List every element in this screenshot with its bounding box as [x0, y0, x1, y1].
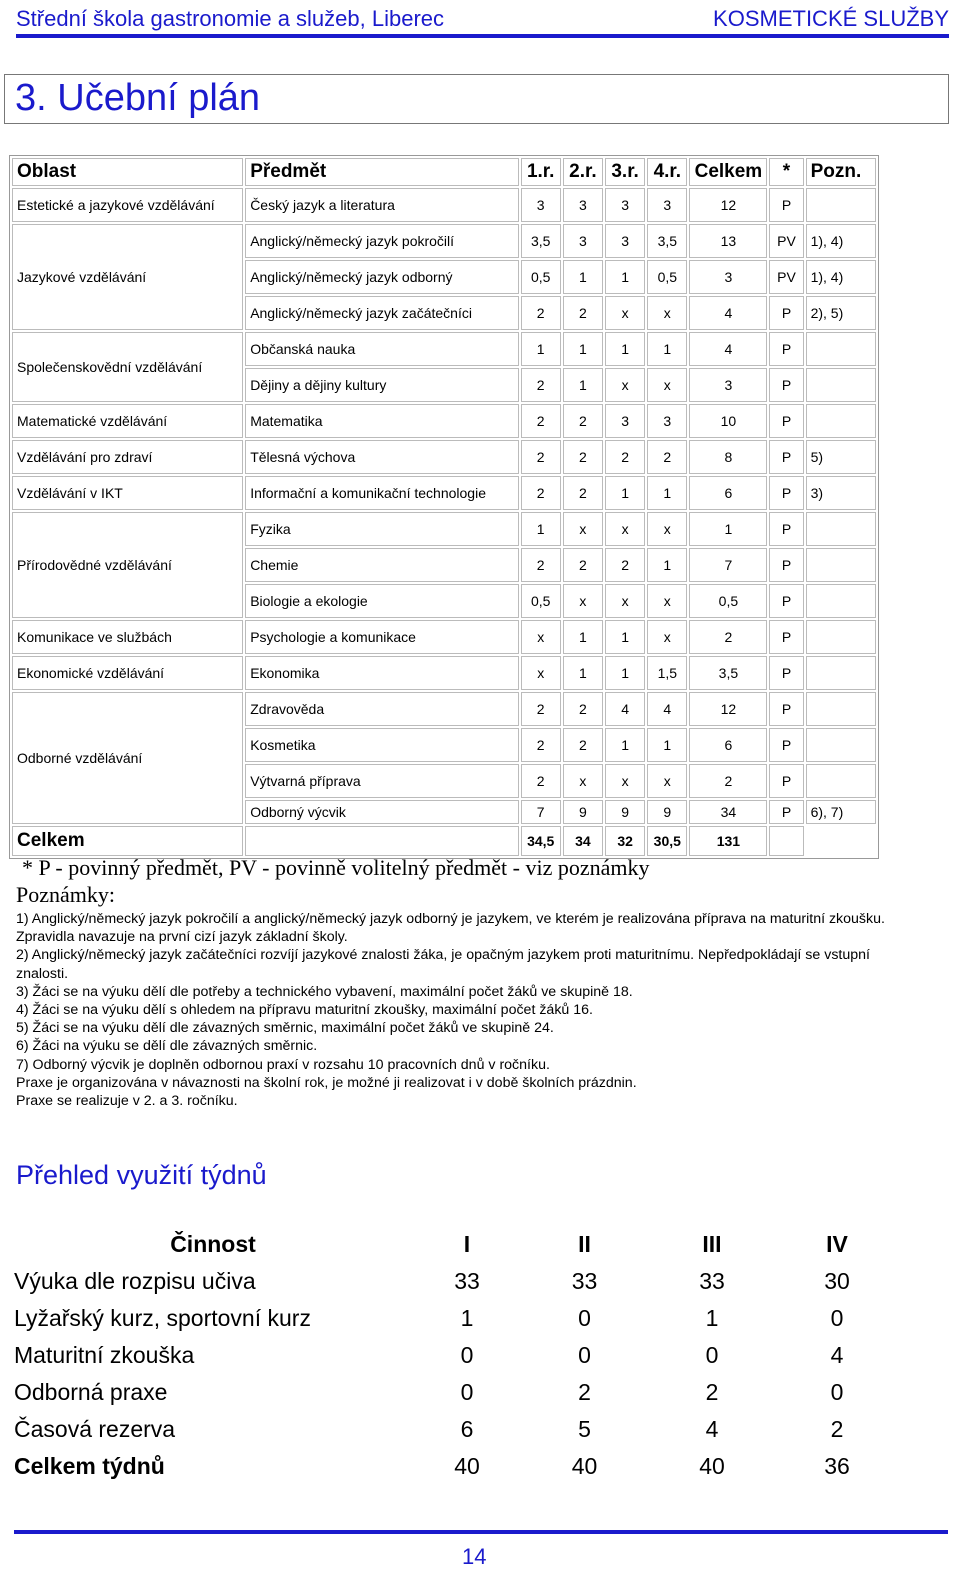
weeks-cell: 30: [824, 1268, 850, 1294]
oblast-cell: Komunikace ve službách: [12, 620, 243, 654]
weeks-row-label: Odborná praxe: [14, 1379, 168, 1405]
col-header-celkem: Celkem: [689, 158, 767, 186]
r4-cell: x: [647, 512, 687, 546]
type-cell: P: [769, 440, 803, 474]
r1-cell: 2: [521, 548, 561, 582]
table-row: [12, 476, 876, 510]
weeks-row-label: Časová rezerva: [14, 1416, 176, 1442]
r3-cell: 4: [605, 692, 645, 726]
r2-cell: x: [563, 584, 603, 618]
weeks-row: [14, 1411, 897, 1448]
oblast-cell: Jazykové vzdělávání: [12, 224, 243, 330]
curriculum-table: [9, 155, 879, 859]
weeks-cell: 2: [830, 1416, 844, 1442]
r4-cell: 1: [647, 332, 687, 366]
r1-cell: 7: [521, 800, 561, 824]
table-row: [12, 224, 876, 258]
note-item: 6) Žáci na výuku se dělí dle závazných směrnic.: [16, 1038, 318, 1055]
r3-cell: 2: [605, 548, 645, 582]
r3-cell: x: [605, 296, 645, 330]
r2-cell: 1: [563, 368, 603, 402]
r4-cell: x: [647, 368, 687, 402]
type-cell: PV: [769, 224, 803, 258]
note-item: 4) Žáci se na výuku dělí s ohledem na přípravu maturitní zkoušky, maximální počet žáků 16.: [16, 1002, 593, 1019]
weeks-section-title: Přehled využití týdnů: [16, 1160, 267, 1190]
r2-cell: 2: [563, 440, 603, 474]
r4-cell: 3: [647, 188, 687, 222]
pozn-cell: [806, 584, 876, 618]
celkem-cell: 6: [689, 728, 767, 762]
weeks-row-label: Maturitní zkouška: [14, 1342, 195, 1368]
oblast-cell: Matematické vzdělávání: [12, 404, 243, 438]
pozn-cell: [806, 764, 876, 798]
predmet-cell: Tělesná výchova: [245, 440, 518, 474]
celkem-cell: 12: [689, 692, 767, 726]
notes-list: [16, 910, 916, 1110]
col-header-r1: 1.r.: [521, 158, 561, 186]
page-footer: [14, 1530, 948, 1569]
predmet-cell: Anglický/německý jazyk odborný: [245, 260, 518, 294]
type-cell: P: [769, 656, 803, 690]
weeks-total-cell: 40: [571, 1453, 598, 1479]
weeks-cell: 4: [705, 1416, 719, 1442]
r3-cell: 1: [605, 332, 645, 366]
table-row: [12, 692, 876, 726]
total-type-empty: [769, 826, 803, 856]
pozn-cell: 3): [806, 476, 876, 510]
school-name: Střední škola gastronomie a služeb, Liberec: [16, 6, 445, 31]
weeks-row: [14, 1337, 897, 1374]
pozn-cell: 2), 5): [806, 296, 876, 330]
pozn-cell: 1), 4): [806, 260, 876, 294]
r1-cell: 2: [521, 476, 561, 510]
type-cell: P: [769, 512, 803, 546]
weeks-row: [14, 1300, 897, 1337]
r1-cell: 3: [521, 188, 561, 222]
page-header: [16, 4, 949, 38]
type-cell: P: [769, 476, 803, 510]
predmet-cell: Dějiny a dějiny kultury: [245, 368, 518, 402]
oblast-cell: Přírodovědné vzdělávání: [12, 512, 243, 618]
r2-cell: 2: [563, 476, 603, 510]
weeks-cell: 0: [578, 1305, 591, 1331]
type-cell: P: [769, 692, 803, 726]
r3-cell: x: [605, 368, 645, 402]
note-item: 5) Žáci se na výuku dělí dle závazných směrnic, maximální počet žáků ve skupině 24.: [16, 1020, 554, 1037]
weeks-cell: 0: [705, 1342, 719, 1368]
page-title: 3. Učební plán: [15, 77, 261, 119]
predmet-cell: Chemie: [245, 548, 518, 582]
pozn-cell: [806, 656, 876, 690]
pozn-cell: [806, 548, 876, 582]
celkem-cell: 12: [689, 188, 767, 222]
type-cell: P: [769, 584, 803, 618]
col-header-r2: 2.r.: [563, 158, 603, 186]
weeks-total-cell: 36: [824, 1453, 850, 1479]
r3-cell: 1: [605, 728, 645, 762]
total-r4: 30,5: [647, 826, 687, 856]
legend-text: * P - povinný předmět, PV - povinně volitelný předmět - viz poznámky: [22, 855, 650, 880]
r3-cell: 1: [605, 656, 645, 690]
weeks-cell: 33: [571, 1268, 598, 1294]
weeks-cell: 0: [830, 1379, 844, 1405]
note-item: Praxe se realizuje v 2. a 3. ročníku.: [16, 1093, 238, 1110]
r1-cell: 2: [521, 764, 561, 798]
type-cell: P: [769, 620, 803, 654]
predmet-cell: Odborný výcvik: [245, 800, 518, 824]
predmet-cell: Psychologie a komunikace: [245, 620, 518, 654]
notes-title: Poznámky:: [16, 882, 115, 907]
r2-cell: 2: [563, 548, 603, 582]
r1-cell: 1: [521, 512, 561, 546]
r1-cell: 2: [521, 728, 561, 762]
celkem-cell: 10: [689, 404, 767, 438]
type-cell: P: [769, 764, 803, 798]
table-row: [12, 332, 876, 366]
note-item: 1) Anglický/německý jazyk pokročilí a anglický/německý jazyk odborný je jazykem, ve kterém je realizována příprava na maturitní zkoušku.: [16, 911, 885, 927]
table-row: [12, 512, 876, 546]
weeks-cell: 33: [454, 1268, 480, 1294]
weeks-row-label: Lyžařský kurz, sportovní kurz: [14, 1305, 311, 1331]
celkem-cell: 7: [689, 548, 767, 582]
r1-cell: 0,5: [521, 260, 561, 294]
weeks-table: [14, 1226, 897, 1485]
r1-cell: x: [521, 656, 561, 690]
predmet-cell: Kosmetika: [245, 728, 518, 762]
r4-cell: 3: [647, 404, 687, 438]
col-header-r3: 3.r.: [605, 158, 645, 186]
celkem-cell: 34: [689, 800, 767, 824]
predmet-cell: Matematika: [245, 404, 518, 438]
pozn-cell: [806, 512, 876, 546]
pozn-cell: [806, 728, 876, 762]
r2-cell: 2: [563, 404, 603, 438]
r2-cell: 1: [563, 656, 603, 690]
r2-cell: 1: [563, 620, 603, 654]
type-cell: P: [769, 728, 803, 762]
predmet-cell: Český jazyk a literatura: [245, 188, 518, 222]
r4-cell: 0,5: [647, 260, 687, 294]
r4-cell: 1: [647, 548, 687, 582]
oblast-cell: Estetické a jazykové vzdělávání: [12, 188, 243, 222]
type-cell: P: [769, 404, 803, 438]
predmet-cell: Anglický/německý jazyk pokročilí: [245, 224, 518, 258]
predmet-cell: Anglický/německý jazyk začátečníci: [245, 296, 518, 330]
r1-cell: 2: [521, 692, 561, 726]
celkem-cell: 3: [689, 260, 767, 294]
r3-cell: 3: [605, 188, 645, 222]
pozn-cell: 6), 7): [806, 800, 876, 824]
weeks-cell: 0: [460, 1342, 474, 1368]
weeks-cell: 0: [460, 1379, 474, 1405]
col-header-r4: 4.r.: [647, 158, 687, 186]
r4-cell: x: [647, 584, 687, 618]
r1-cell: 0,5: [521, 584, 561, 618]
oblast-cell: Odborné vzdělávání: [12, 692, 243, 824]
title-box: [4, 74, 949, 124]
celkem-cell: 3: [689, 368, 767, 402]
r2-cell: x: [563, 764, 603, 798]
pozn-cell: [806, 620, 876, 654]
table-row: [12, 404, 876, 438]
predmet-cell: Fyzika: [245, 512, 518, 546]
type-cell: PV: [769, 260, 803, 294]
r4-cell: 1: [647, 476, 687, 510]
weeks-total-row: [14, 1448, 897, 1485]
oblast-cell: Vzdělávání pro zdraví: [12, 440, 243, 474]
oblast-cell: Vzdělávání v IKT: [12, 476, 243, 510]
r4-cell: x: [647, 620, 687, 654]
r3-cell: 9: [605, 800, 645, 824]
r3-cell: 1: [605, 476, 645, 510]
weeks-cell: 6: [460, 1416, 474, 1442]
pozn-cell: 1), 4): [806, 224, 876, 258]
pozn-cell: [806, 692, 876, 726]
r4-cell: x: [647, 764, 687, 798]
r2-cell: 3: [563, 188, 603, 222]
oblast-cell: Ekonomické vzdělávání: [12, 656, 243, 690]
weeks-cell: 0: [578, 1342, 591, 1368]
weeks-header-iv: IV: [826, 1231, 848, 1257]
r4-cell: 4: [647, 692, 687, 726]
celkem-cell: 6: [689, 476, 767, 510]
note-item: 2) Anglický/německý jazyk začátečníci rozvíjí jazykové znalosti žáka, je opačným jazykem proti maturitnímu. Nepředpokládají se vstupní znalosti.: [16, 947, 870, 982]
col-header-oblast: Oblast: [12, 158, 243, 186]
weeks-row-label: Výuka dle rozpisu učiva: [14, 1268, 256, 1294]
note-item: Praxe je organizována v návaznosti na školní rok, je možné ji realizovat i v době školních prázdnin.: [16, 1074, 637, 1091]
celkem-cell: 13: [689, 224, 767, 258]
r1-cell: 2: [521, 296, 561, 330]
col-header-type: *: [769, 158, 803, 186]
r1-cell: 3,5: [521, 224, 561, 258]
col-header-pozn: Pozn.: [806, 158, 876, 186]
r2-cell: 1: [563, 332, 603, 366]
r3-cell: 1: [605, 260, 645, 294]
celkem-cell: 4: [689, 332, 767, 366]
note-item: 7) Odborný výcvik je doplněn odbornou praxí v rozsahu 10 pracovních dnů v ročníku.: [16, 1056, 550, 1073]
r2-cell: 9: [563, 800, 603, 824]
oblast-cell: Společenskovědní vzdělávání: [12, 332, 243, 402]
predmet-cell: Výtvarná příprava: [245, 764, 518, 798]
r1-cell: x: [521, 620, 561, 654]
r4-cell: 1,5: [647, 656, 687, 690]
pozn-cell: 5): [806, 440, 876, 474]
weeks-cell: 4: [830, 1342, 844, 1368]
type-cell: P: [769, 332, 803, 366]
total-row: [12, 826, 876, 856]
celkem-cell: 1: [689, 512, 767, 546]
total-r1: 34,5: [521, 826, 561, 856]
r4-cell: x: [647, 296, 687, 330]
r3-cell: x: [605, 512, 645, 546]
table-row: [12, 620, 876, 654]
r3-cell: x: [605, 584, 645, 618]
col-header-predmet: Předmět: [245, 158, 518, 186]
r1-cell: 2: [521, 440, 561, 474]
pozn-cell: [806, 404, 876, 438]
r4-cell: 2: [647, 440, 687, 474]
r2-cell: 3: [563, 224, 603, 258]
weeks-cell: 1: [705, 1305, 719, 1331]
pozn-cell: [806, 332, 876, 366]
celkem-cell: 2: [689, 620, 767, 654]
weeks-header-iii: III: [702, 1231, 722, 1257]
predmet-cell: Informační a komunikační technologie: [245, 476, 518, 510]
celkem-cell: 4: [689, 296, 767, 330]
celkem-cell: 0,5: [689, 584, 767, 618]
weeks-row: [14, 1263, 897, 1300]
total-r3: 32: [605, 826, 645, 856]
r3-cell: x: [605, 764, 645, 798]
table-row: [12, 188, 876, 222]
r2-cell: x: [563, 512, 603, 546]
field-name: KOSMETICKÉ SLUŽBY: [713, 6, 949, 31]
celkem-cell: 3,5: [689, 656, 767, 690]
r4-cell: 1: [647, 728, 687, 762]
weeks-cell: 2: [578, 1379, 591, 1405]
weeks-cell: 2: [705, 1379, 719, 1405]
r1-cell: 2: [521, 404, 561, 438]
pozn-cell: [806, 188, 876, 222]
weeks-header-row: [14, 1226, 897, 1263]
total-empty-cell: [245, 826, 518, 856]
note-item: 3) Žáci se na výuku dělí dle potřeby a technického vybavení, maximální počet žáků ve skupině 18.: [16, 983, 633, 1000]
table-row: [12, 440, 876, 474]
r1-cell: 2: [521, 368, 561, 402]
predmet-cell: Biologie a ekologie: [245, 584, 518, 618]
r2-cell: 2: [563, 692, 603, 726]
r2-cell: 2: [563, 728, 603, 762]
r3-cell: 3: [605, 404, 645, 438]
weeks-header-ii: II: [578, 1231, 591, 1257]
total-label: Celkem: [12, 826, 243, 856]
type-cell: P: [769, 188, 803, 222]
r4-cell: 9: [647, 800, 687, 824]
total-pozn-empty: [806, 826, 876, 856]
weeks-cell: 0: [830, 1305, 844, 1331]
weeks-cell: 5: [578, 1416, 591, 1442]
r3-cell: 1: [605, 620, 645, 654]
predmet-cell: Ekonomika: [245, 656, 518, 690]
type-cell: P: [769, 800, 803, 824]
celkem-cell: 8: [689, 440, 767, 474]
predmet-cell: Občanská nauka: [245, 332, 518, 366]
r2-cell: 1: [563, 260, 603, 294]
r1-cell: 1: [521, 332, 561, 366]
weeks-cell: 33: [699, 1268, 725, 1294]
r2-cell: 2: [563, 296, 603, 330]
predmet-cell: Zdravověda: [245, 692, 518, 726]
weeks-cell: 1: [460, 1305, 474, 1331]
type-cell: P: [769, 296, 803, 330]
r3-cell: 2: [605, 440, 645, 474]
weeks-row: [14, 1374, 897, 1411]
weeks-header-i: I: [463, 1231, 471, 1257]
weeks-total-cell: 40: [454, 1453, 480, 1479]
type-cell: P: [769, 368, 803, 402]
weeks-header-cinnost: Činnost: [170, 1231, 256, 1257]
total-r2: 34: [563, 826, 603, 856]
table-header-row: [12, 158, 876, 186]
r3-cell: 3: [605, 224, 645, 258]
weeks-total-cell: 40: [699, 1453, 725, 1479]
celkem-cell: 2: [689, 764, 767, 798]
weeks-total-label: Celkem týdnů: [14, 1453, 165, 1479]
pozn-cell: [806, 368, 876, 402]
r4-cell: 3,5: [647, 224, 687, 258]
type-cell: P: [769, 548, 803, 582]
note-item: Zpravidla navazuje na první cizí jazyk základní školy.: [16, 929, 348, 946]
page-number: 14: [462, 1544, 487, 1569]
table-row: [12, 656, 876, 690]
total-celkem: 131: [689, 826, 767, 856]
